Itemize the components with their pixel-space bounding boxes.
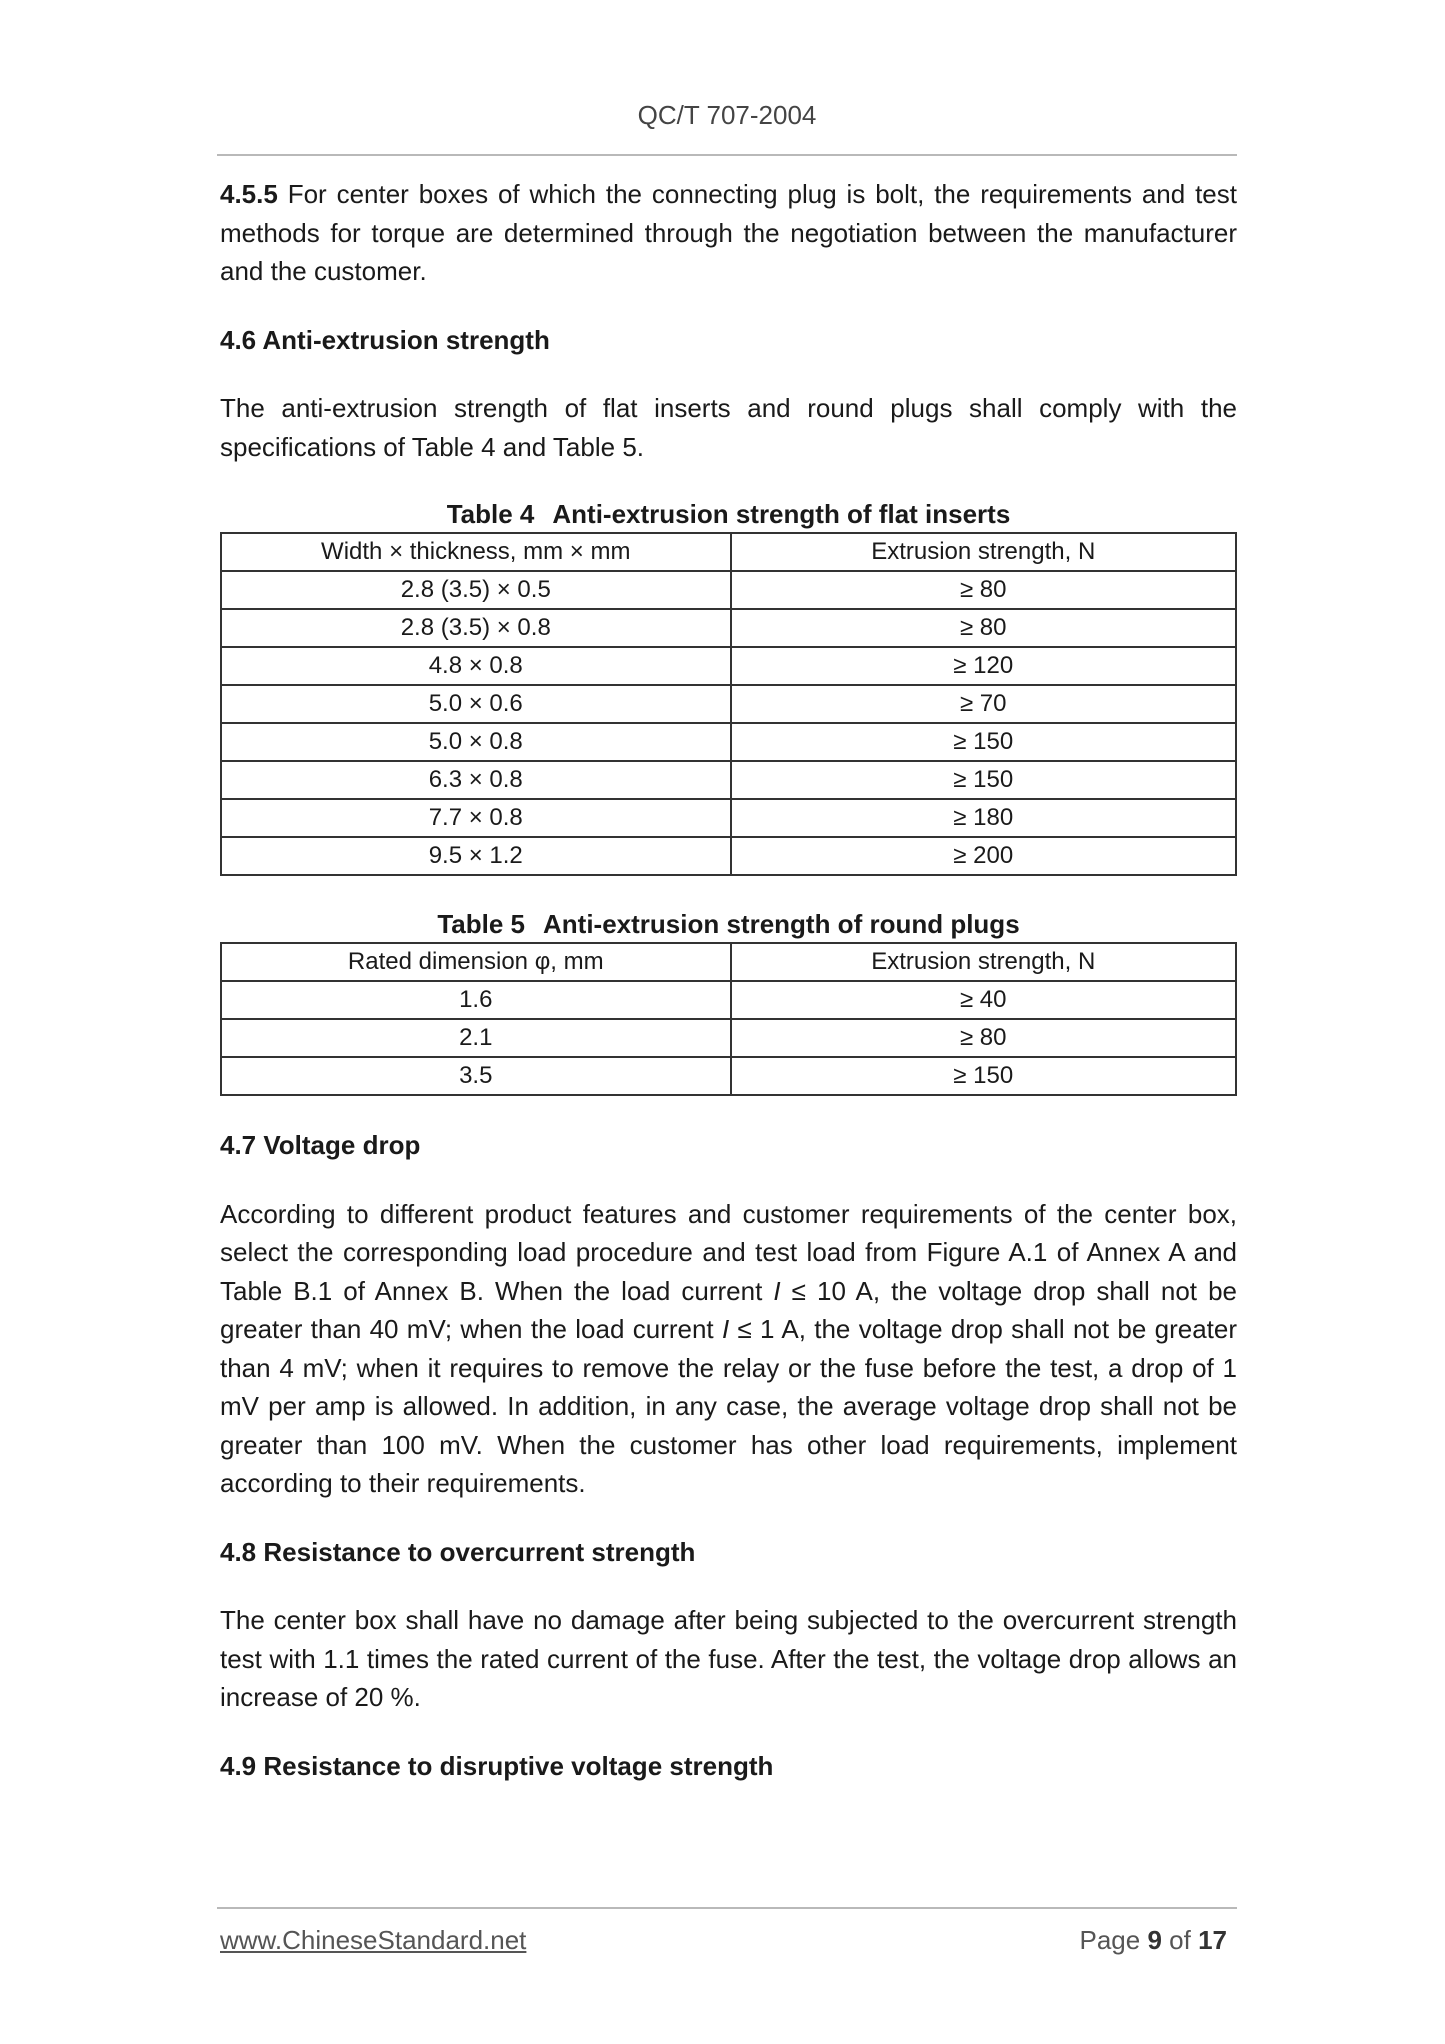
table-row — [221, 609, 1236, 647]
page-word: Page — [1079, 1925, 1141, 1955]
page-indicator — [1079, 1925, 1227, 1956]
table-cell: ≥ 70 — [731, 685, 1237, 723]
table-cell: ≥ 150 — [731, 761, 1237, 799]
of-word: of — [1169, 1925, 1191, 1955]
table-cell: 9.5 × 1.2 — [221, 837, 731, 875]
table5-number: Table 5 — [437, 909, 526, 939]
table-cell: ≥ 180 — [731, 799, 1237, 837]
table-row — [221, 685, 1236, 723]
current-variable: I — [721, 1314, 730, 1344]
table-row — [221, 981, 1236, 1019]
text-run: According to different product features and customer requirements of the center box, select the corresponding load procedure and test load from Figure A.1 of Annex A and Table B.1 of Annex B. When the load current — [220, 1198, 1237, 1306]
table-header-cell: Extrusion strength, N — [731, 943, 1237, 981]
table-header-row — [221, 943, 1236, 981]
paragraph-4-5-5 — [220, 175, 1237, 291]
table4 — [220, 532, 1237, 876]
table5-title: Anti-extrusion strength of round plugs — [543, 909, 1020, 939]
table-row — [221, 761, 1236, 799]
table-row — [221, 571, 1236, 609]
table-cell: 5.0 × 0.6 — [221, 685, 731, 723]
table-cell: ≥ 150 — [731, 723, 1237, 761]
table-cell: 5.0 × 0.8 — [221, 723, 731, 761]
current-variable: I — [773, 1275, 781, 1306]
table-cell: 2.1 — [221, 1019, 731, 1057]
total-pages: 17 — [1198, 1925, 1227, 1955]
table5 — [220, 942, 1237, 1096]
table-header-row — [221, 533, 1236, 571]
table-cell: ≥ 200 — [731, 837, 1237, 875]
table5-caption — [220, 906, 1237, 942]
table-cell: 7.7 × 0.8 — [221, 799, 731, 837]
table-cell: 2.8 (3.5) × 0.5 — [221, 571, 731, 609]
table4-number: Table 4 — [446, 499, 535, 529]
table-cell: 2.8 (3.5) × 0.8 — [221, 609, 731, 647]
paragraph-4-7 — [220, 1195, 1237, 1503]
table-cell: 1.6 — [221, 981, 731, 1019]
table-row — [221, 1057, 1236, 1095]
header-divider — [217, 154, 1237, 156]
table-header-cell: Extrusion strength, N — [731, 533, 1237, 571]
table-header-cell: Rated dimension φ, mm — [221, 943, 731, 981]
table-row — [221, 647, 1236, 685]
table-cell: ≥ 120 — [731, 647, 1237, 685]
table-cell: 6.3 × 0.8 — [221, 761, 731, 799]
website-link[interactable]: www.ChineseStandard.net — [220, 1925, 527, 1955]
text-run: ≤ 10 A, the voltage drop shall not be greater than 40 mV; when the load current — [220, 1275, 1238, 1344]
heading-4-6: 4.6 Anti-extrusion strength — [220, 324, 550, 355]
text-run: ≤ 1 A, the voltage drop shall not be greater than 4 mV; when it requires to remove the relay or the fuse before the test, a drop of 1 mV per amp is allowed. In addition, in any case, the average voltage drop shall not be greater than 100 mV. When the customer has other load requirements, implement according to their requirements. — [220, 1314, 1237, 1498]
table-row — [221, 1019, 1236, 1057]
paragraph-4-6: The anti-extrusion strength of flat inserts and round plugs shall comply with the specifications of Table 4 and Table 5. — [220, 393, 1237, 462]
paragraph-4-8: The center box shall have no damage after being subjected to the overcurrent strength test with 1.1 times the rated current of the fuse. After the test, the voltage drop allows an increase of 20 %. — [220, 1605, 1237, 1712]
table-cell: ≥ 80 — [731, 1019, 1237, 1057]
current-page: 9 — [1147, 1925, 1162, 1955]
table-cell: ≥ 150 — [731, 1057, 1237, 1095]
clause-text: For center boxes of which the connecting plug is bolt, the requirements and test methods for torque are determined through the negotiation between the manufacturer and the customer. — [220, 179, 1237, 286]
heading-4-7: 4.7 Voltage drop — [220, 1130, 421, 1160]
heading-4-9: 4.9 Resistance to disruptive voltage strength — [220, 1750, 774, 1781]
table-cell: ≥ 80 — [731, 571, 1237, 609]
table-cell: ≥ 40 — [731, 981, 1237, 1019]
table-header-cell: Width × thickness, mm × mm — [221, 533, 731, 571]
table-cell: 3.5 — [221, 1057, 731, 1095]
table-row — [221, 723, 1236, 761]
page-header: QC/T 707-2004 — [637, 100, 817, 130]
heading-4-8: 4.8 Resistance to overcurrent strength — [220, 1536, 696, 1567]
table-row — [221, 799, 1236, 837]
table4-title: Anti-extrusion strength of flat inserts — [552, 499, 1011, 529]
table-row — [221, 837, 1236, 875]
clause-number: 4.5.5 — [220, 179, 278, 209]
table-cell: 4.8 × 0.8 — [221, 647, 731, 685]
footer-divider — [217, 1907, 1237, 1909]
document-body — [220, 175, 1237, 1815]
table4-caption — [220, 496, 1237, 532]
table-cell: ≥ 80 — [731, 609, 1237, 647]
